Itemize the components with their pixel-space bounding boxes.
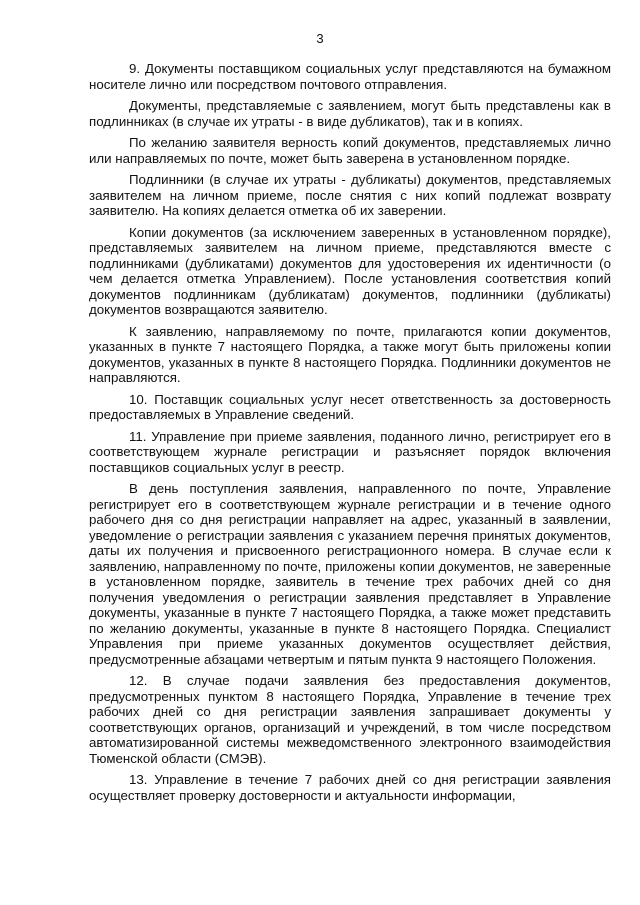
paragraph-postal-registration: В день поступления заявления, направленного по почте, Управление регистрирует его в соответствующем журнале регистрации и в течение одного рабочего дня со дня регистрации направляет на адрес, указанный в заявлении, уведомление о регистрации заявления с указанием перечня принятых документов, даты их получения и присвоенного регистрационного номера. В случае если к заявлению, направленному по почте, приложены копии документов, не заверенные в установленном порядке, заявитель в течение трех рабочих дней со дня получения уведомления о регистрации заявления представляет в Управление документы, указанные в пункте 7 настоящего Порядка, а также может представить по желанию документы, указанные в пункте 8 настоящего Порядка. Специалист Управления при приеме указанных документов осуществляет действия, предусмотренные абзацами четвертым и пятым пункта 9 настоящего Положения. [89, 481, 611, 667]
paragraph-copies-verification: Копии документов (за исключением заверенных в установленном порядке), представляемых заявителем на личном приеме, представляются вместе с подлинниками (дубликатами) документов для удостоверения их идентичности (о чем делается отметка Управлением). После установления соответствия копий документов подлинникам (дубликатам) документов, подлинники (дубликаты) документов возвращаются заявителю. [89, 224, 611, 317]
paragraph-item-13: 13. Управление в течение 7 рабочих дней со дня регистрации заявления осуществляет проверку достоверности и актуальности информации, [89, 772, 611, 803]
page-number: 3 [316, 31, 324, 46]
paragraph-originals-return: Подлинники (в случае их утраты - дубликаты) документов, представляемых заявителем на личном приеме, после снятия с них копий подлежат возврату заявителю. На копиях делается отметка об их заверении. [89, 172, 611, 218]
paragraph-item-11: 11. Управление при приеме заявления, поданного лично, регистрирует его в соответствующем журнале регистрации и разъясняет порядок включения поставщиков социальных услуг в реестр. [89, 428, 611, 475]
paragraph-item-9: 9. Документы поставщиком социальных услуг представляются на бумажном носителе лично или посредством почтового отправления. [89, 61, 611, 92]
paragraph-postal-application: К заявлению, направляемому по почте, прилагаются копии документов, указанных в пункте 7 настоящего Порядка, а также могут быть приложены копии документов, указанных в пункте 8 настоящего Порядка. Подлинники документов не направляются. [89, 323, 611, 385]
paragraph-item-12: 12. В случае подачи заявления без предоставления документов, предусмотренных пунктом 8 настоящего Порядка, Управление в течение трех рабочих дней со дня регистрации заявления запрашивает документы у соответствующих органов, организаций и учреждений, в том числе посредством автоматизированной системы межведомственного электронного взаимодействия Тюменской области (СМЭВ). [89, 673, 611, 766]
paragraph-documents-forms: Документы, представляемые с заявлением, могут быть представлены как в подлинниках (в случае их утраты - в виде дубликатов), так и в копиях. [89, 98, 611, 129]
document-body [89, 61, 611, 809]
paragraph-item-10: 10. Поставщик социальных услуг несет ответственность за достоверность предоставляемых в Управление сведений. [89, 391, 611, 422]
paragraph-copies-certification: По желанию заявителя верность копий документов, представляемых лично или направляемых по почте, может быть заверена в установленном порядке. [89, 135, 611, 166]
